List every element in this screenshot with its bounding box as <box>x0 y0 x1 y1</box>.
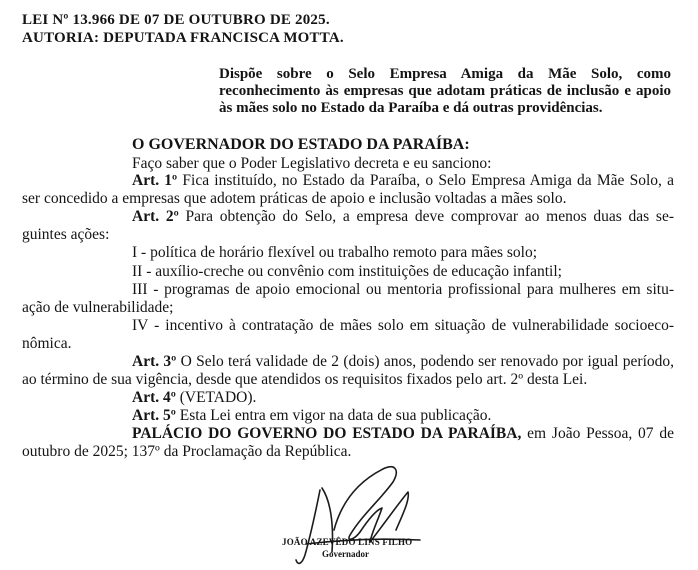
law-ementa: Dispõe sobre o Selo Empresa Amiga da Mãe Solo, como reconhecimento às empresas que adotam práticas de inclusão e apoio às mães solo no Estado da Paraíba e dá outras providências. <box>219 66 671 116</box>
enactment-intro: Faço saber que o Poder Legislativo decreta e eu sanciono: <box>132 155 492 172</box>
item-iv-line1: IV - incentivo à contratação de mães solo em situação de vulnerabilidade socioeco- <box>132 317 674 334</box>
article-3-text-line1: O Selo terá validade de 2 (dois) anos, podendo ser renovado por igual período, <box>180 353 675 370</box>
law-authorship: AUTORIA: DEPUTADA FRANCISCA MOTTA. <box>22 30 344 46</box>
article-2-label: Art. 2º <box>132 208 179 225</box>
article-3-text-line2: ao término de sua vigência, desde que atendidos os requisitos fixados pelo art. 2º desta Lei. <box>22 371 588 388</box>
signatory-name: JOÃO AZEVÊDO LINS FILHO <box>282 537 413 547</box>
closing-date-line2: outubro de 2025; 137º da Proclamação da República. <box>22 443 352 460</box>
item-iv-line2: nômica. <box>22 335 72 352</box>
item-i: I - política de horário flexível ou trabalho remoto para mães solo; <box>132 244 538 261</box>
article-4 <box>132 389 256 407</box>
article-4-text: (VETADO). <box>179 389 257 406</box>
article-2-text-line2: guintes ações: <box>22 226 110 243</box>
closing-place-date: em João Pessoa, 07 de <box>527 425 675 442</box>
governor-heading: O GOVERNADOR DO ESTADO DA PARAÍBA: <box>132 136 470 153</box>
article-1-text-line2: ser concedido a empresas que adotem práticas de apoio e inclusão voltadas a mães solo. <box>22 190 567 207</box>
item-ii: II - auxílio-creche ou convênio com instituições de educação infantil; <box>132 263 562 280</box>
article-2-text-line1: Para obtenção do Selo, a empresa deve comprovar ao menos duas das se- <box>185 208 674 225</box>
article-5-text: Esta Lei entra em vigor na data de sua publicação. <box>179 407 492 424</box>
article-4-label: Art. 4º <box>132 389 176 406</box>
signatory-role: Governador <box>322 549 369 559</box>
law-title: LEI Nº 13.966 DE 07 DE OUTUBRO DE 2025. <box>22 12 330 28</box>
palace-name: PALÁCIO DO GOVERNO DO ESTADO DA PARAÍBA, <box>132 425 522 442</box>
article-5-label: Art. 5º <box>132 407 176 424</box>
article-5 <box>132 407 491 425</box>
article-1-label: Art. 1º <box>132 172 178 189</box>
article-3-label: Art. 3º <box>132 353 177 370</box>
item-iii-line2: ação de vulnerabilidade; <box>22 299 174 316</box>
item-iii-line1: III - programas de apoio emocional ou mentoria profissional para mulheres em situ- <box>132 281 674 298</box>
article-1-text-line1: Fica instituído, no Estado da Paraíba, o Selo Empresa Amiga da Mãe Solo, a <box>182 172 675 189</box>
